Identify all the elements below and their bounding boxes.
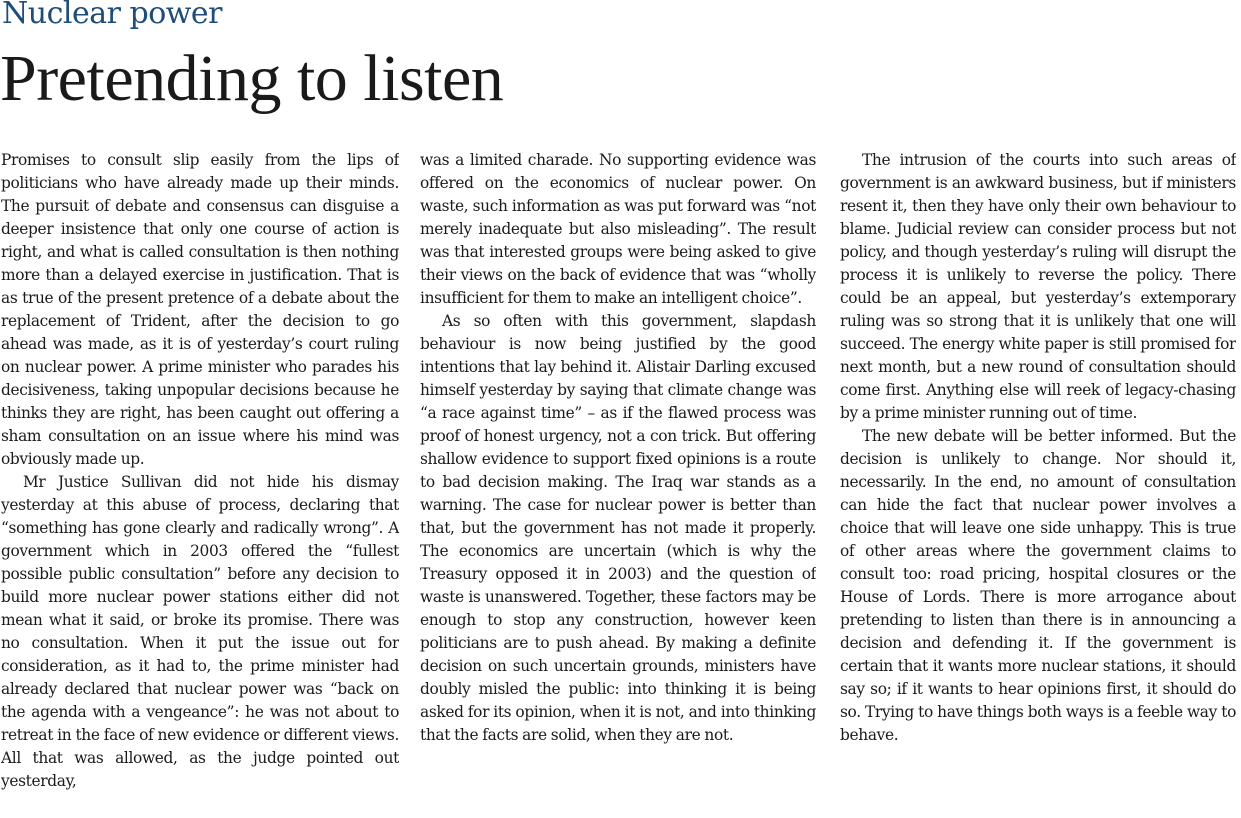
- article-body: [0, 149, 1241, 818]
- column-1: [1, 149, 399, 818]
- paragraph: Mr Justice Sullivan did not hide his dismay yesterday at this abuse of process, declaring that “something has gone clearly and radically wrong”. A government which in 2003 offered the “fullest possible public consultation” before any decision to build more nuclear power stations either did not mean what it said, or broke its promise. There was no consultation. When it put the issue out for consideration, as it had to, the prime minister had already declared that nuclear power was “back on the agenda with a vengeance”: he was not about to retreat in the face of new evidence or different views. All that was allowed, as the judge pointed out yesterday,: [1, 473, 399, 790]
- paragraph: The intrusion of the courts into such areas of government is an awkward business, but if ministers resent it, then they have only their own behaviour to blame. Judicial review can consider process but not policy, and though yesterday’s ruling will disrupt the process it is unlikely to reverse the policy. There could be an appeal, but yesterday’s extemporary ruling was so strong that it is unlikely that one will succeed. The energy white paper is still promised for next month, but a new round of consultation should come first. Anything else will reek of legacy-chasing by a prime minister running out of time.: [840, 151, 1236, 422]
- paragraph: was a limited charade. No supporting evidence was offered on the economics of nuclear power. On waste, such information as was put forward was “not merely inadequate but also misleading”. The result was that interested groups were being asked to give their views on the back of evidence that was “wholly insufficient for them to make an intelligent choice”.: [420, 151, 816, 307]
- paragraph: Promises to consult slip easily from the lips of politicians who have already made up their minds. The pursuit of debate and consensus can disguise a deeper insistence that only one course of action is right, and what is called consultation is then nothing more than a delayed exercise in justification. That is as true of the present pretence of a debate about the replacement of Trident, after the decision to go ahead was made, as it is of yesterday’s court ruling on nuclear power. A prime minister who parades his decisiveness, taking unpopular decisions because he thinks they are right, has been caught out offering a sham consultation on an issue where his mind was obviously made up.: [1, 151, 399, 468]
- headline: Pretending to listen: [0, 42, 504, 115]
- column-2: [420, 149, 816, 818]
- column-3: [840, 149, 1236, 818]
- paragraph: The new debate will be better informed. But the decision is unlikely to change. Nor should it, necessarily. In the end, no amount of consultation can hide the fact that nuclear power involves a choice that will leave one side unhappy. This is true of other areas where the government claims to consult too: road pricing, hospital closures or the House of Lords. There is more arrogance about pretending to listen than there is in announcing a decision and defending it. If the government is certain that it wants more nuclear stations, it should say so; if it wants to hear opinions first, it should do so. Trying to have things both ways is a feeble way to behave.: [840, 427, 1236, 744]
- paragraph: As so often with this government, slapdash behaviour is now being justified by the good intentions that lay behind it. Alistair Darling excused himself yesterday by saying that climate change was “a race against time” – as if the flawed process was proof of honest urgency, not a con trick. But offering shallow evidence to support fixed opinions is a route to bad decision making. The Iraq war stands as a warning. The case for nuclear power is better than that, but the government has not made it properly. The economics are uncertain (which is why the Treasury opposed it in 2003) and the question of waste is unanswered. Together, these factors may be enough to stop any construction, however keen politicians are to push ahead. By making a definite decision on such uncertain grounds, ministers have doubly misled the public: into thinking it is being asked for its opinion, when it is not, and into thinking that the facts are solid, when they are not.: [420, 312, 816, 744]
- section-label: Nuclear power: [2, 0, 223, 31]
